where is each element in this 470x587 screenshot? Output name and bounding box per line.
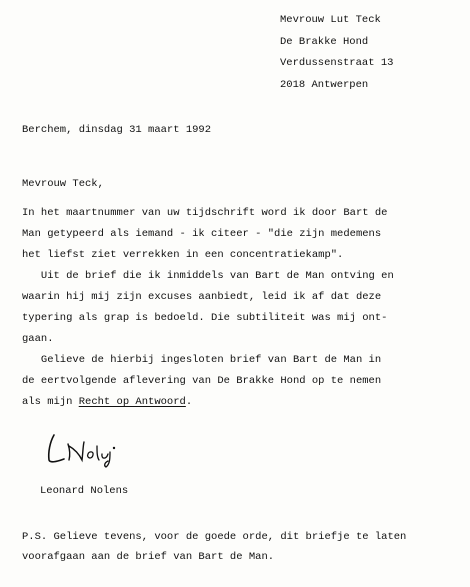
paragraph-2 bbox=[22, 266, 462, 350]
underlined-phrase: Recht op Antwoord bbox=[78, 396, 186, 408]
salutation: Mevrouw Teck, bbox=[22, 178, 104, 190]
paragraph-3 bbox=[22, 350, 462, 413]
postscript-line: voorafgaan aan de brief van Bart de Man. bbox=[22, 551, 275, 563]
line-prefix: als mijn bbox=[22, 396, 79, 408]
paragraph-line: In het maartnummer van uw tijdschrift word ik door Bart de bbox=[22, 207, 388, 219]
paragraph-line: Uit de brief die ik inmiddels van Bart de Man ontving en bbox=[22, 270, 394, 282]
paragraph-line: Gelieve de hierbij ingesloten brief van Bart de Man in bbox=[22, 354, 382, 366]
paragraph-line: de eertvolgende aflevering van De Brakke Hond op te nemen bbox=[22, 375, 382, 387]
paragraph-line: typering als grap is bedoeld. Die subtiliteit was mij ont- bbox=[22, 312, 388, 324]
paragraph-1 bbox=[22, 203, 462, 266]
date-line: Berchem, dinsdag 31 maart 1992 bbox=[22, 124, 212, 136]
recipient-org: De Brakke Hond bbox=[280, 35, 369, 48]
postscript bbox=[22, 527, 462, 567]
signer-name: Leonard Nolens bbox=[40, 485, 129, 497]
paragraph-line: gaan. bbox=[22, 333, 54, 345]
paragraph-line: het liefst ziet verrekken in een concentratiekamp". bbox=[22, 249, 344, 261]
paragraph-line: waarin hij mij zijn excuses aanbiedt, leid ik af dat deze bbox=[22, 291, 382, 303]
paragraph-line bbox=[22, 392, 462, 413]
recipient-city: 2018 Antwerpen bbox=[280, 78, 369, 91]
paragraph-line: Man getypeerd als iemand - ik citeer - "die zijn medemens bbox=[22, 228, 382, 240]
postscript-line: P.S. Gelieve tevens, voor de goede orde, dit briefje te laten bbox=[22, 531, 407, 543]
handwritten-signature bbox=[40, 432, 130, 468]
line-suffix: . bbox=[185, 396, 193, 408]
recipient-address bbox=[280, 10, 393, 96]
recipient-name: Mevrouw Lut Teck bbox=[280, 14, 381, 26]
recipient-street: Verdussenstraat 13 bbox=[280, 57, 394, 69]
